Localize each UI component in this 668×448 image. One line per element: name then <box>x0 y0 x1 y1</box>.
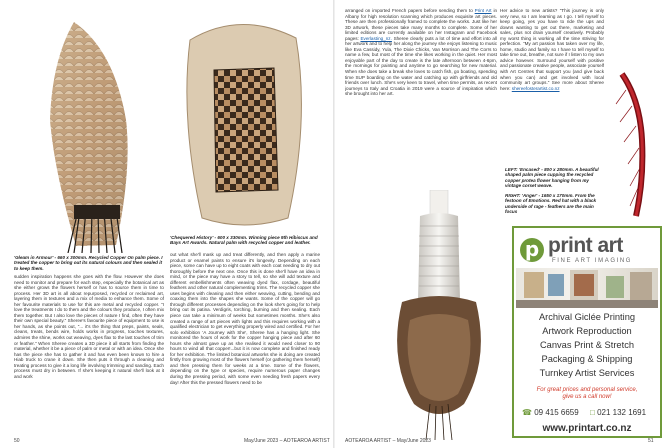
phone-icon: ☎ <box>522 408 532 417</box>
ad-brand-name: print art <box>548 234 623 257</box>
ad-promo-line-1: For great prices and personal service, <box>536 387 638 393</box>
ad-service-3: Canvas Print & Stretch <box>539 340 635 350</box>
right-col1-text-c: Sheree clearly puts a lot of time and effort into all her artwork and to help her along the journey she enjoys listening to music like Eva Cassidy, Yula, The Dixie Chicks, Van Morrison and The Corrs to name a few, but most of the time she likes working in the quiet. Her most enjoyable part of the day to create is the late afternoon between 4-6pm, the mornings for painting and anytime to go searching for new material. When she does take a break she loves to catch fish, go boating, spending time SUP boarding on the water and catching up with girlfriends and old friends over lunch. She's very keen to travel, when time permits, as recent journeys to Italy and Croatia in 2019 were a source of inspiration which she brought into her art. <box>345 35 497 97</box>
left-page-column-1-text: sudden inspiration happens she goes with the flow. However she does need to monitor and prepare for each step, especially the botanical art as she either grows the flowers herself or has to source them in time to process. Her 3D art is all about repurposed, recycled or reclaimed art, layering them in textures and a mix of media to enhance them. Some of her favourite materials to use for this are metal and recycled copper. "I love the treatments I do to them and the colours they produce, I often mix them together. But I also love the pieces of nature I find, often they have their own special beauty." Sheree's favourite piece of equipment to use is her hands, as she points out, "... it's the thing that preps, paints, seals, cleans, treats, bends wire, holds works in progress, touches textures, admires the shine, works out weaving, dyes flax to the last touches of trim or feather." When Sheree creates a 3D piece it all starts from finding the material, whether it be a piece of palm or metal or with an idea. Once she has the piece she has to gather it and has even been known to hire a Hiab truck to crane it down. She then puts it through a cleaning and treating process to give it a long life involving trimming and sanding. Each process must dry in between. If she's keeping it natural she'll look at it and work <box>14 274 164 379</box>
sheree-website-link[interactable]: shereefosterartist.co.nz <box>511 85 560 91</box>
ad-website-link[interactable]: www.printart.co.nz <box>542 423 632 434</box>
left-page-column-2-text: out what she'll mask up and treat differently, and then apply a marine product or enamel paints to ensure it's longevity. Depending on each piece, some can have up to eight coats with each coat needing to dry out thoroughly before the next one. Once this is done she'll have an idea in mind, or the piece may have a story to tell, so she will add texture and different embellishments often weaving dyed flax, cordage, beautiful feathers and other natural complementing trims. The recycled copper she uses begins with cleaning and then either weaving, cutting, bending and coaxing them into the shapes she wants. Some of the copper will go through different processes depending on the look she's going for to help bring out its patina. Verdigris, torching, burning and then sealing. Each piece can take a minimum of weeks but sometimes months. She's also created a range of art pieces with lights and this requires working with a qualified electrician to get everything properly wired and certified. For her solo exhibition 'A Journey with She', Sheree has a hanging light. She monitored the hours of work for the copper hanging piece and after 60 hours she almost gave up as she realised it would need closer to 90 hours to wind all that copper!...but it is now complete and finished ready for her exhibition. The limited botanical artworks she is doing are created firstly from growing most of the flowers herself (or gathering them herself) and then pressing them for weeks at a time. Some of the flowers, depending on the type or species, require numerous paper changes during the pressing period, with some even needing fresh papers every day! After this the pressed flowers need to be <box>170 252 320 385</box>
caption-anger: RIGHT: 'Anger' - 1650 x 170mm. From the festoon of Emotions. Red hat with a black underside of rage - feathers are the main focus <box>505 193 597 215</box>
right-col2-text-a: Her advice to new artists? "This journey is only very new, so I am learning as I go. I tell myself to keep going, yes you have to ride the ups and downs wanting to get out there, marketing and sales, plus not drain yourself creatively. Probably my worst thing is working all the time striving for perfection. "My art passion has taken over my life, home, studio and family so I have to tell myself to take time out, breathe, not sure if I listen to my own advice however. Surround yourself with positive and passionate creative people, associate yourself with Art Centres that support you (and give back when you can) and get involved with local community art groups." See more about Sheree here: <box>500 8 604 91</box>
right-page-column-1-text <box>345 8 497 188</box>
folio-page-number-left: 50 <box>14 438 20 444</box>
instagram-handle-link[interactable]: Everlasting_nz. <box>360 35 392 41</box>
print-art-link[interactable]: Print Art <box>474 8 492 13</box>
caption-encased: LEFT: 'Encased' - 800 x 280mm. A beautiful shaped palm piece cupping the recycled copper protea flower hanging from my vintage corset weave. <box>505 167 599 189</box>
artwork-anger-image <box>606 70 660 220</box>
right-col1-text-a: arranged on imported French papers before sending them to <box>345 8 473 13</box>
caption-gleam-in-armour: 'Gleam in Armour' - 660 x 300mm. Recycled Copper On palm piece. I treated the copper to bring out its natural colours and then sealed it to keep them. <box>14 255 163 271</box>
ad-phone-landline[interactable] <box>522 408 579 417</box>
print-art-logo <box>520 236 658 266</box>
print-art-logo-icon: p <box>520 238 544 262</box>
ad-tagline: FINE ART IMAGING <box>552 258 633 264</box>
artwork-gleam-in-armour-image <box>14 10 164 253</box>
ad-promo-line-2: give us a call now! <box>562 394 612 400</box>
mobile-phone-icon: □ <box>590 408 595 417</box>
ad-phone-1-text: 09 415 6659 <box>534 408 579 417</box>
ad-studio-photo <box>516 268 658 308</box>
ad-service-5: Turnkey Artist Services <box>539 368 635 378</box>
ad-phone-2-text: 021 132 1691 <box>597 408 647 417</box>
folio-issue-left: May/June 2023 – AOTEAROA ARTIST <box>244 438 330 444</box>
ad-promo-text <box>514 387 660 401</box>
print-art-advertisement[interactable] <box>512 226 662 438</box>
artwork-chequered-history-image <box>170 10 320 234</box>
ad-service-2: Artwork Reproduction <box>542 326 632 336</box>
page-gutter <box>333 0 335 448</box>
ad-phone-mobile[interactable] <box>590 408 646 417</box>
folio-page-number-right: 51 <box>648 438 654 444</box>
caption-chequered-history: 'Chequered History' - 600 x 330mm. Winning piece 9th Hibiscus and Bays Art Awards. Natural palm with recycled copper and leather. <box>170 235 318 246</box>
folio-issue-right: AOTEAROA ARTIST – May/June 2023 <box>345 438 431 444</box>
right-col1-text-b: in Albany for high resolution scanning which produces exquisite art pieces. These are then professionally framed to complete the works. Just like her 3D artwork, these pieces take many months to complete. Some of her limited editions are currently available on her Instagram and Facebook pages: <box>345 8 497 41</box>
ad-service-1: Archival Giclée Printing <box>538 312 636 322</box>
artwork-encased-image <box>380 190 498 440</box>
right-page-column-2-text <box>500 8 604 163</box>
ad-service-4: Packaging & Shipping <box>541 354 633 364</box>
